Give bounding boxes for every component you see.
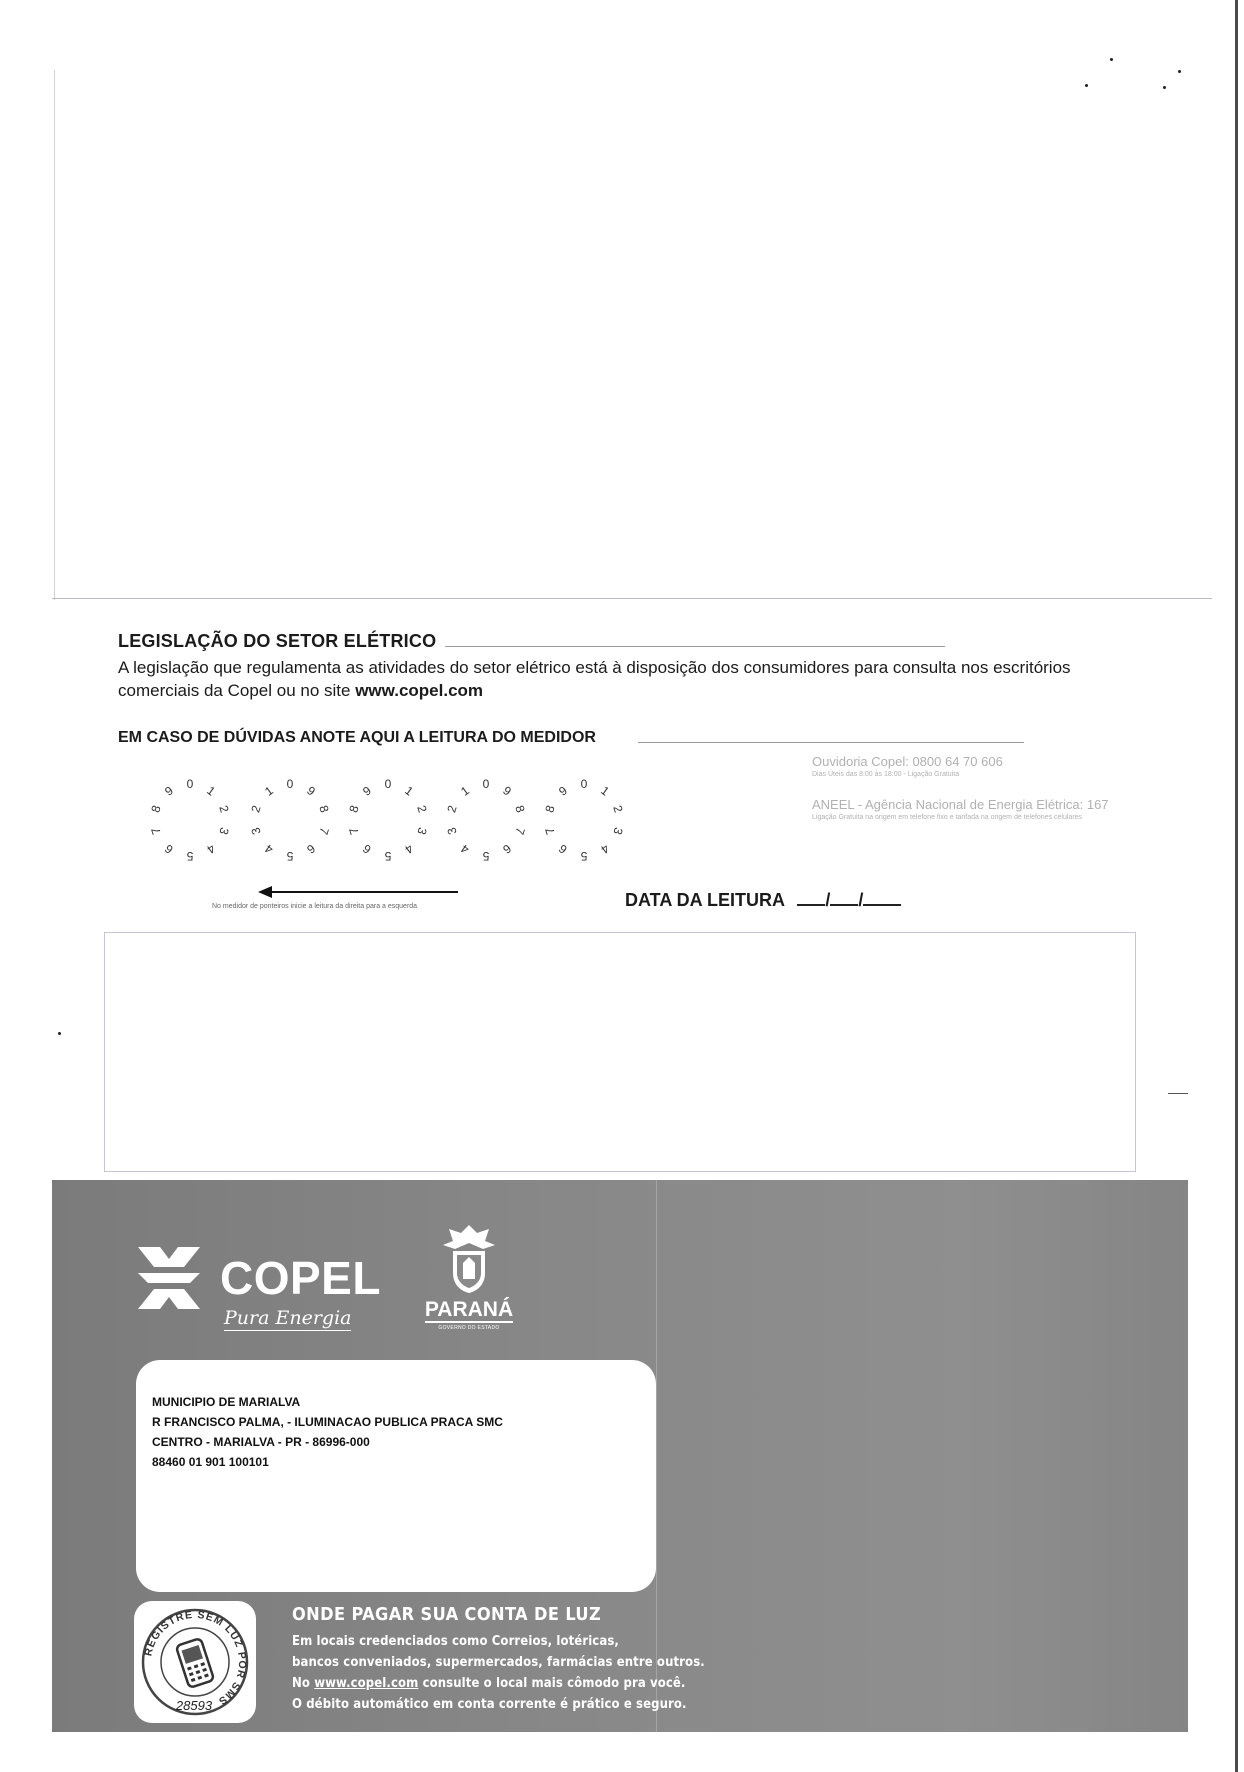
- dial-digit: 9: [161, 783, 176, 799]
- dial-digit: 1: [402, 783, 417, 799]
- dial-digit: 8: [316, 803, 332, 815]
- dial-digit: 2: [248, 803, 264, 815]
- date-year-field[interactable]: [863, 890, 901, 906]
- where-to-pay-line: [292, 1673, 705, 1694]
- meter-dial: [142, 772, 238, 868]
- dial-digit: 6: [500, 841, 515, 857]
- meter-reading-rule: [638, 742, 1024, 743]
- dial-digit: 5: [482, 849, 490, 863]
- address-line: 88460 01 901 100101: [152, 1455, 269, 1469]
- dial-digit: 9: [500, 783, 515, 799]
- dial-note: No medidor de ponteiros inicie a leitura da direita para a esquerda: [212, 903, 418, 910]
- parana-name: PARANÁ: [424, 1298, 514, 1321]
- address-line: CENTRO - MARIALVA - PR - 86996-000: [152, 1435, 370, 1449]
- copel-symbol-icon: [134, 1243, 204, 1313]
- copel-tagline: Pura Energia: [224, 1307, 352, 1329]
- dial-digit: 6: [304, 841, 319, 857]
- legislation-title: LEGISLAÇÃO DO SETOR ELÉTRICO: [118, 631, 437, 651]
- dial-digit: 2: [216, 803, 232, 815]
- dial-digit: 7: [148, 825, 164, 837]
- date-day-field[interactable]: [797, 890, 825, 906]
- dial-digit: 3: [610, 825, 626, 837]
- meter-dials: [142, 772, 642, 872]
- legislation-body: A legislação que regulamenta as atividades do setor elétrico está à disposição dos consumidores para consulta nos escritórios comerciais da Copel ou no site: [118, 658, 1071, 700]
- parana-subtitle: GOVERNO DO ESTADO: [438, 1325, 500, 1331]
- dial-digit: 5: [580, 849, 588, 863]
- dial-digit: 5: [186, 849, 194, 863]
- dial-digit: 8: [512, 803, 528, 815]
- dial-digit: 7: [316, 825, 332, 837]
- dial-digit: 4: [457, 841, 472, 857]
- sms-badge: [134, 1601, 256, 1723]
- aneel-phone: ANEEL - Agência Nacional de Energia Elétrica: 167: [812, 797, 1109, 812]
- meter-dial: [438, 772, 534, 868]
- ouvidoria-hours: Dias Úteis das 8:00 às 18:00 - Ligação Gratuita: [812, 771, 960, 778]
- reading-date-label: DATA DA LEITURA: [625, 890, 785, 910]
- where-to-pay-prefix: No: [292, 1676, 315, 1691]
- dial-digit: 0: [384, 777, 392, 791]
- sms-number: 28593: [175, 1698, 213, 1713]
- dial-digit: 0: [186, 777, 194, 791]
- copel-name: COPEL: [220, 1252, 381, 1304]
- ouvidoria-phone: Ouvidoria Copel: 0800 64 70 606: [812, 754, 1003, 769]
- dial-digit: 3: [248, 825, 264, 837]
- dial-digit: 8: [542, 803, 558, 815]
- address-line: R FRANCISCO PALMA, - ILUMINACAO PUBLICA PRACA SMC: [152, 1415, 503, 1429]
- dial-digit: 3: [216, 825, 232, 837]
- dial-digit: 3: [444, 825, 460, 837]
- parana-crest-icon: [439, 1223, 499, 1295]
- dial-digit: 5: [384, 849, 392, 863]
- left-arrow-icon: [258, 885, 458, 899]
- dial-digit: 6: [359, 841, 374, 857]
- where-to-pay-suffix: consulte o local mais cômodo pra você.: [418, 1676, 686, 1691]
- sms-ring-text: REGISTRE SEM LUZ POR SMS: [142, 1608, 249, 1708]
- dial-digit: 9: [359, 783, 374, 799]
- notes-box: [104, 932, 1136, 1172]
- dial-digit: 5: [286, 849, 294, 863]
- dial-digit: 6: [555, 841, 570, 857]
- reading-date: DATA DA LEITURA / /: [625, 890, 901, 911]
- dial-digit: 0: [482, 777, 490, 791]
- meter-dial: [242, 772, 338, 868]
- dial-digit: 2: [610, 803, 626, 815]
- where-to-pay-line: Em locais credenciados como Correios, lotéricas,: [292, 1634, 619, 1649]
- section-divider: [52, 598, 1212, 599]
- copel-site-link-footer[interactable]: www.copel.com: [314, 1676, 419, 1691]
- legislation-rule: [445, 646, 945, 647]
- legislation-text: [118, 656, 1138, 702]
- dial-digit: 7: [346, 825, 362, 837]
- dial-digit: 6: [161, 841, 176, 857]
- date-month-field[interactable]: [830, 890, 858, 906]
- dial-digit: 4: [204, 841, 219, 857]
- meter-dial: [340, 772, 436, 868]
- address-window: [136, 1360, 656, 1592]
- dial-digit: 4: [598, 841, 613, 857]
- dial-digit: 0: [286, 777, 294, 791]
- where-to-pay-line: bancos conveniados, supermercados, farmácias entre outros.: [292, 1655, 705, 1670]
- page-edge: [1235, 0, 1238, 1772]
- where-to-pay-title: ONDE PAGAR SUA CONTA DE LUZ: [292, 1604, 602, 1625]
- where-to-pay-line: O débito automático em conta corrente é prático e seguro.: [292, 1697, 687, 1712]
- top-box-border: [54, 70, 55, 600]
- meter-reading-title: EM CASO DE DÚVIDAS ANOTE AQUI A LEITURA DO MEDIDOR: [118, 729, 596, 746]
- dial-digit: 8: [148, 803, 164, 815]
- copel-logo: [134, 1243, 381, 1335]
- dial-digit: 8: [346, 803, 362, 815]
- dial-digit: 9: [304, 783, 319, 799]
- meter-dial: [536, 772, 632, 868]
- address-line: MUNICIPIO DE MARIALVA: [152, 1395, 301, 1409]
- parana-logo: [414, 1223, 524, 1335]
- contact-info: [812, 754, 1172, 840]
- scan-mark: [1168, 1093, 1188, 1094]
- dial-digit: 0: [580, 777, 588, 791]
- copel-site-link[interactable]: www.copel.com: [355, 681, 484, 700]
- where-to-pay: [292, 1604, 705, 1715]
- dial-digit: 1: [261, 783, 276, 799]
- dial-digit: 7: [512, 825, 528, 837]
- aneel-note: Ligação Gratuita na origem em telefone fixo e tarifada na origem de telefones celulares: [812, 814, 1083, 821]
- dial-digit: 1: [598, 783, 613, 799]
- dial-digit: 1: [204, 783, 219, 799]
- dial-digit: 3: [414, 825, 430, 837]
- dial-digit: 4: [402, 841, 417, 857]
- dial-digit: 2: [414, 803, 430, 815]
- dial-digit: 1: [457, 783, 472, 799]
- sms-phone-icon: [140, 1607, 250, 1717]
- dial-digit: 7: [542, 825, 558, 837]
- dial-digit: 9: [555, 783, 570, 799]
- dial-digit: 2: [444, 803, 460, 815]
- dial-digit: 4: [261, 841, 276, 857]
